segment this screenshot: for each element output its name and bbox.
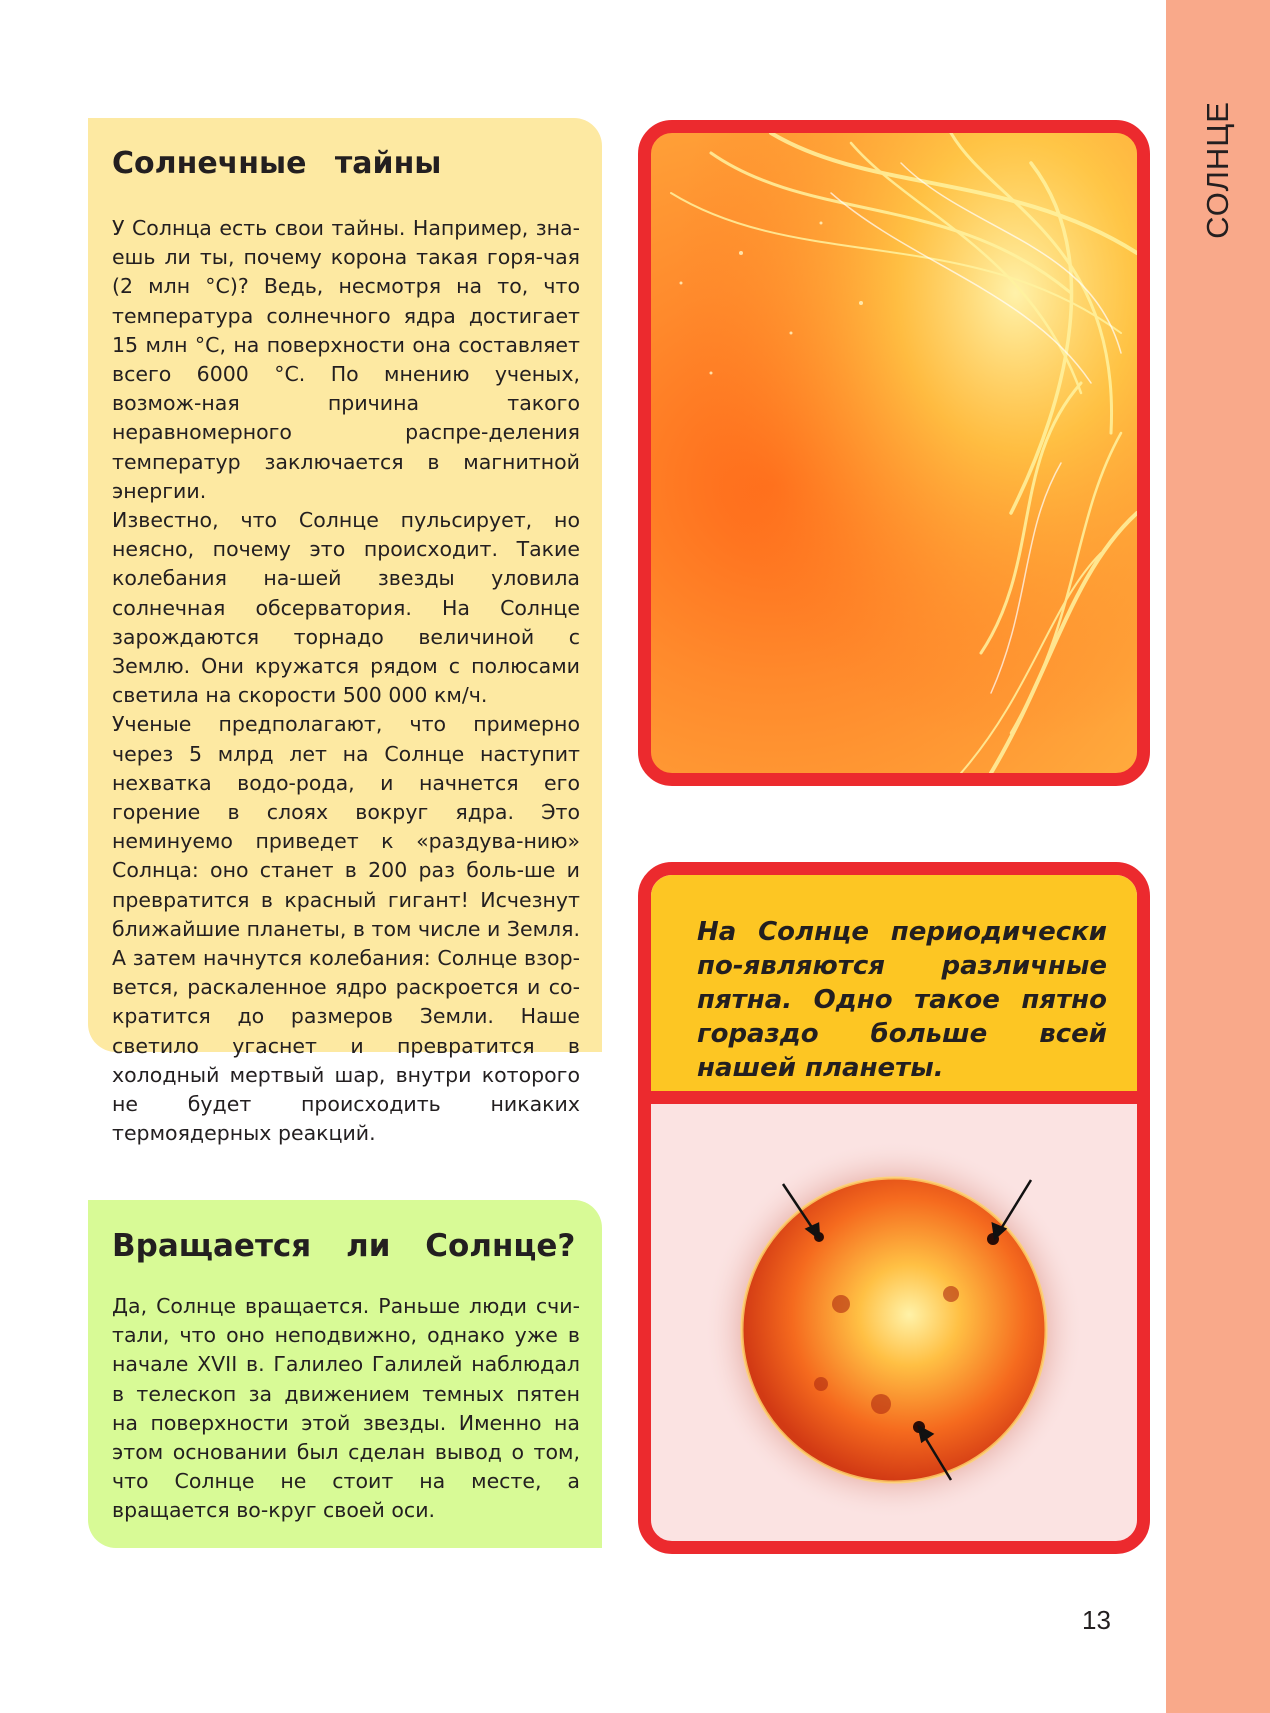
solar-secrets-text [112,214,580,1149]
sun-with-spots-illustration [651,1104,1137,1541]
sun-rotation-box [88,1200,602,1548]
side-tab [1166,0,1270,1713]
sunspots-caption-box [651,875,1137,1104]
paragraph: У Солнца есть свои тайны. Например, зна-ешь ли ты, почему корона такая горя-чая (2 млн °С)? Ведь, несмотря на то, что температура солнечного ядра достигает 15 млн °С, на поверхности она составляет всего 6000 °С. По мнению ученых, возмож-ная причина такого неравномерного распре-деления температур заключается в магнитной энергии. [112,216,580,503]
sun-rotation-text [112,1292,580,1526]
sun-rotation-title: Вращается ли Солнце? [112,1228,576,1264]
sunspots-panel [638,862,1150,1554]
solar-flare-illustration [651,133,1137,773]
solar-flare-photo [638,120,1150,786]
paragraph: Ученые предполагают, что примерно через 5 млрд лет на Солнце наступит нехватка водо-рода, и начнется его горение в слоях вокруг ядра. Это неминуемо приведет к «раздува-нию» Солнца: оно станет в 200 раз боль-ше и превратится в красный гигант! Исчезнут ближайшие планеты, в том числе и Земля. А затем начнутся колебания: Солнце взор-вется, раскаленное ядро раскроется и со-кратится до размеров Земли. Наше светило угаснет и превратится в холодный мертвый шар, внутри которого не будет происходить никаких термоядерных реакций. [112,712,580,1146]
side-tab-label: СОЛНЦЕ [1200,101,1235,239]
paragraph: Да, Солнце вращается. Раньше люди счи-тали, что оно неподвижно, однако уже в начале XVII в. Галилео Галилей наблюдал в телескоп за движением темных пятен на поверхности этой звезды. Именно на этом основании был сделан вывод о том, что Солнце не стоит на месте, а вращается во-круг своей оси. [112,1294,580,1523]
solar-secrets-box [88,118,602,1146]
paragraph: Известно, что Солнце пульсирует, но неясно, почему это происходит. Такие колебания на-шей звезды уловила солнечная обсерватория. На Солнце зарождаются торнадо величиной с Землю. Они кружатся рядом с полюсами светила на скорости 500 000 км/ч. [112,508,580,708]
solar-secrets-title: Солнечные тайны [112,146,442,181]
page-number: 13 [1082,1605,1111,1635]
sunspots-caption: На Солнце периодически по-являются различные пятна. Одно такое пятно гораздо больше всей нашей планеты. [697,917,1107,1083]
